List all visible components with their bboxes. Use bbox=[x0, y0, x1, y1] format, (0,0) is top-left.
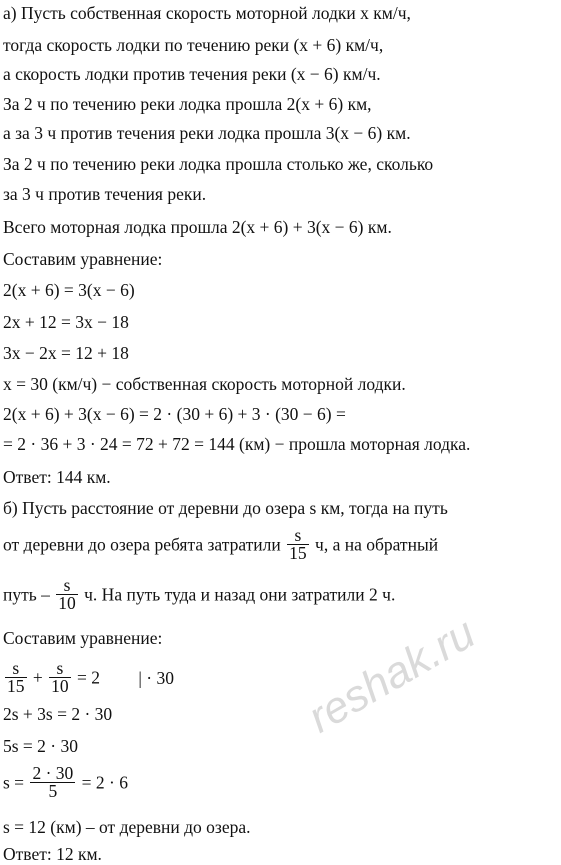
part-b-equation-2: 2s + 3s = 2 · 30 bbox=[3, 704, 113, 724]
fraction-numerator: s bbox=[5, 660, 27, 678]
fraction-s-over-15 bbox=[5, 660, 27, 695]
fraction-denominator: 5 bbox=[48, 781, 58, 801]
part-b-equation-4 bbox=[3, 765, 128, 800]
part-a-line-4: За 2 ч по течению реки лодка прошла 2(x + 6) км, bbox=[3, 94, 372, 114]
plus-sign: + bbox=[32, 667, 43, 688]
multiplier-note: | · 30 bbox=[138, 667, 174, 688]
equation-rhs: = 2 · 6 bbox=[81, 772, 128, 793]
part-a-eq-3: 3x − 2x = 12 + 18 bbox=[3, 343, 129, 363]
part-a-line-5: а за 3 ч против течения реки лодка прошла 3(x − 6) км. bbox=[3, 123, 411, 143]
part-a-eq-4: x = 30 (км/ч) − собственная скорость моторной лодки. bbox=[3, 374, 406, 394]
part-b-line-2-text-after: ч, а на обратный bbox=[315, 534, 439, 555]
part-a-line-9: Составим уравнение: bbox=[3, 249, 163, 269]
fraction-numerator: 2 · 30 bbox=[32, 763, 74, 783]
fraction-numerator: s bbox=[56, 577, 78, 595]
fraction-denominator: 15 bbox=[289, 543, 307, 563]
part-a-line-6: За 2 ч по течению реки лодка прошла столько же, сколько bbox=[3, 154, 434, 174]
fraction-60-over-5 bbox=[30, 765, 75, 800]
part-b-equation-5: s = 12 (км) – от деревни до озера. bbox=[3, 817, 251, 837]
part-b-line-2-text-before: от деревни до озера ребята затратили bbox=[3, 534, 281, 555]
equation-lhs: s = bbox=[3, 772, 25, 793]
fraction-numerator: s bbox=[287, 527, 309, 545]
watermark-logo: reshak.ru bbox=[300, 608, 484, 743]
fraction-denominator: 15 bbox=[7, 676, 25, 696]
fraction-s-over-10 bbox=[49, 660, 71, 695]
part-b-line-3 bbox=[3, 577, 395, 612]
part-b-line-3-text-before: путь – bbox=[3, 584, 50, 605]
part-a-line-7: за 3 ч против течения реки. bbox=[3, 184, 207, 204]
part-b-line-2 bbox=[3, 527, 438, 562]
part-a-line-1: а) Пусть собственная скорость моторной лодки x км/ч, bbox=[3, 3, 411, 23]
part-b-line-4: Составим уравнение: bbox=[3, 628, 163, 648]
part-a-line-3: а скорость лодки против течения реки (x − 6) км/ч. bbox=[3, 64, 381, 84]
fraction-denominator: 10 bbox=[51, 676, 69, 696]
part-b-line-3-text-after: ч. На путь туда и назад они затратили 2 ч. bbox=[84, 584, 396, 605]
fraction-s-over-10 bbox=[56, 577, 78, 612]
part-a-eq-5: 2(x + 6) + 3(x − 6) = 2 · (30 + 6) + 3 · (30 − 6) = bbox=[3, 404, 346, 424]
equation-rhs: = 2 bbox=[77, 667, 100, 688]
part-a-eq-1: 2(x + 6) = 3(x − 6) bbox=[3, 280, 135, 300]
part-a-eq-2: 2x + 12 = 3x − 18 bbox=[3, 312, 129, 332]
part-a-line-8: Всего моторная лодка прошла 2(x + 6) + 3(x − 6) км. bbox=[3, 217, 392, 237]
part-b-answer: Ответ: 12 км. bbox=[3, 844, 102, 864]
fraction-s-over-15 bbox=[287, 527, 309, 562]
part-a-answer: Ответ: 144 км. bbox=[3, 467, 111, 487]
part-b-line-1: б) Пусть расстояние от деревни до озера s км, тогда на путь bbox=[3, 498, 448, 518]
part-b-equation-3: 5s = 2 · 30 bbox=[3, 736, 79, 756]
part-b-equation-1 bbox=[3, 660, 174, 695]
fraction-numerator: s bbox=[49, 660, 71, 678]
fraction-denominator: 10 bbox=[58, 593, 76, 613]
part-a-line-2: тогда скорость лодки по течению реки (x + 6) км/ч, bbox=[3, 35, 384, 55]
part-a-eq-6: = 2 · 36 + 3 · 24 = 72 + 72 = 144 (км) − прошла моторная лодка. bbox=[3, 434, 471, 454]
